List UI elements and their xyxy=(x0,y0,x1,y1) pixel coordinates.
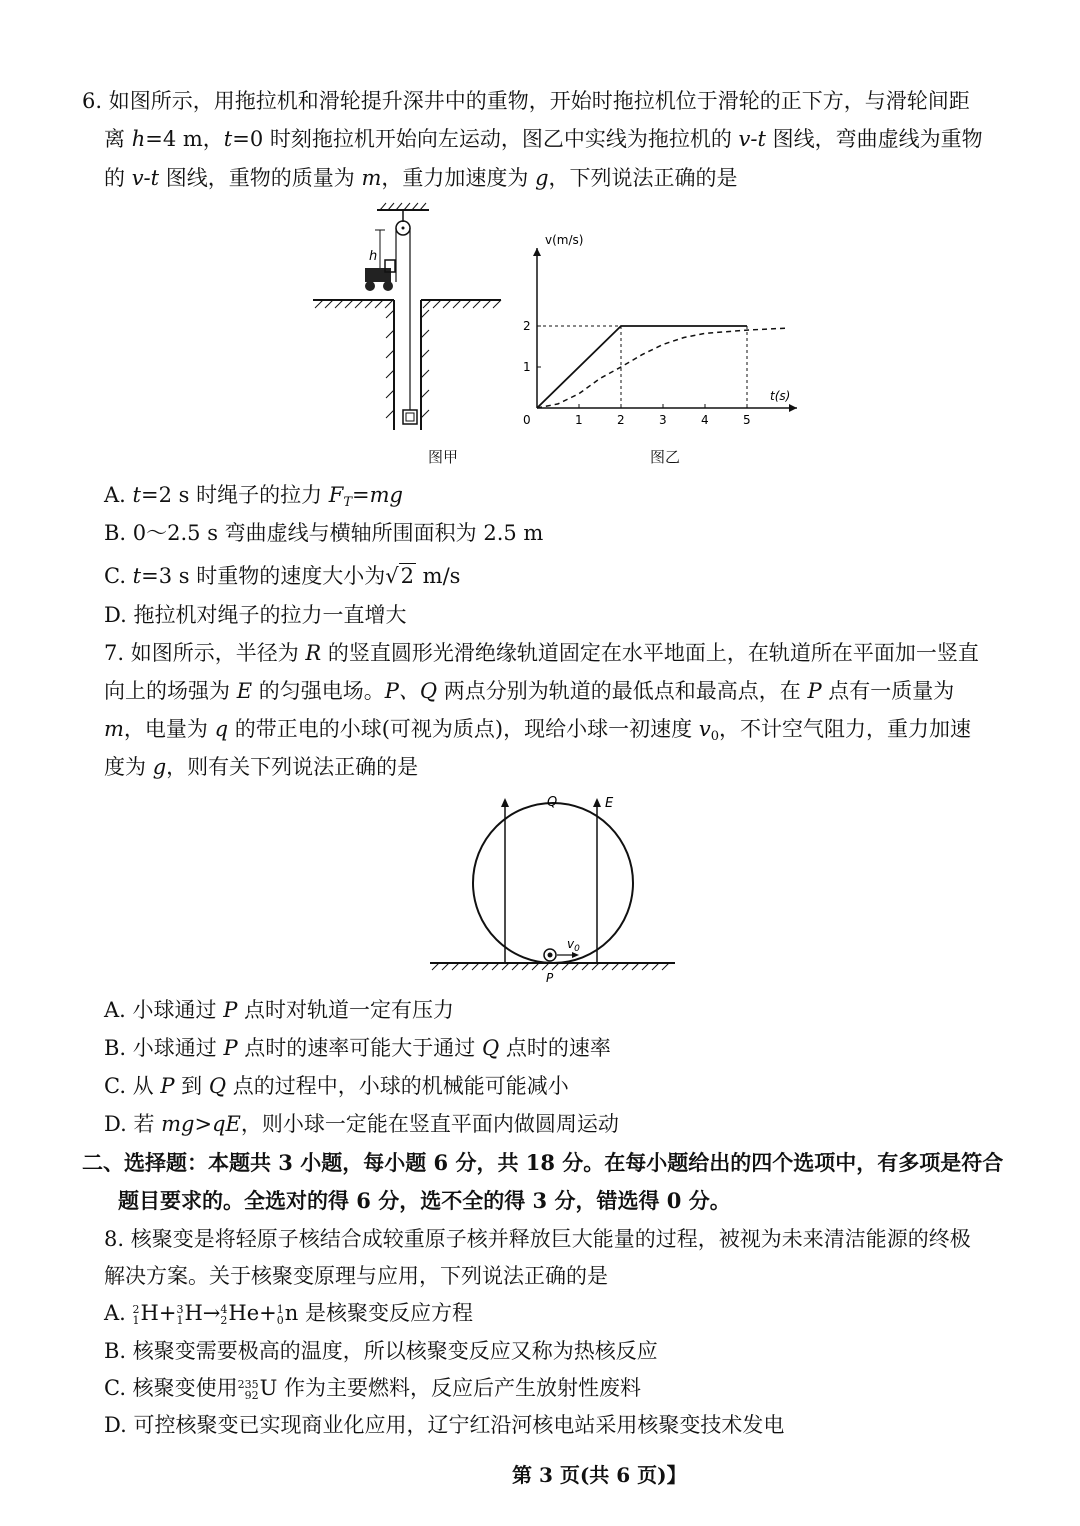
y-tick-label-1: 1 xyxy=(523,360,531,374)
q6-option-b: B. 0～2.5 s 弯曲虚线与横轴所围面积为 2.5 m xyxy=(104,521,544,545)
series-weight-curve xyxy=(537,328,789,408)
q6-figure-jia xyxy=(305,198,505,443)
q6-option-a: A. t=2 s 时绳子的拉力 $F_T=mg$ xyxy=(104,483,403,510)
q8-option-c: C. 核聚变使用 235 92 U 作为主要燃料，反应后产生放射性废料 xyxy=(104,1376,642,1402)
q6-option-c: C. t=3 s 时重物的速度大小为√2 m/s xyxy=(104,564,461,588)
fig2-caption: 图乙 xyxy=(650,448,681,466)
x-tick-label-4: 4 xyxy=(701,413,709,427)
fig1-h-label: h xyxy=(369,249,378,264)
x-tick-label-3: 3 xyxy=(659,413,667,427)
q8-option-a: A. 2 1 H+ 3 1 H→ 4 2 He+ 1 0 n 是核聚变反应方程 xyxy=(104,1301,473,1327)
q7-stem-line1: 7. 如图所示，半径为 R 的竖直圆形光滑绝缘轨道固定在水平地面上，在轨道所在平面加一竖直 xyxy=(104,641,979,665)
q6-stem-line1: 6. 如图所示，用拖拉机和滑轮提升深井中的重物，开始时拖拉机位于滑轮的正下方，与滑轮间距 xyxy=(82,89,970,113)
fig-q-label: Q xyxy=(547,795,558,810)
fig-p-label: P xyxy=(546,971,554,985)
q6-stem-line3: 的 v-t 图线，重物的质量为 m，重力加速度为 g，下列说法正确的是 xyxy=(104,166,738,190)
q6-vt-chart xyxy=(515,228,805,438)
x-tick-label-0: 0 xyxy=(523,413,531,427)
q8-stem-line2: 解决方案。关于核聚变原理与应用，下列说法正确的是 xyxy=(104,1264,608,1288)
q8-stem-line1: 8. 核聚变是将轻原子核结合成较重原子核并释放巨大能量的过程，被视为未来清洁能源的终极 xyxy=(104,1227,971,1251)
track-circle xyxy=(473,803,633,963)
weight-icon xyxy=(403,410,417,424)
q7-stem-line3: m，电量为 q 的带正电的小球(可视为质点)，现给小球一初速度 $v_0$，不计空气阻力，重力加速 xyxy=(104,717,971,744)
q7-option-d: D. 若 mg>qE，则小球一定能在竖直平面内做圆周运动 xyxy=(104,1112,619,1136)
page-footer: 第 3 页(共 6 页)】 xyxy=(512,1463,687,1487)
series-tractor-line xyxy=(537,326,747,408)
y-axis-label: v(m/s) xyxy=(545,233,584,247)
x-tick-label-1: 1 xyxy=(575,413,583,427)
q8-option-b: B. 核聚变需要极高的温度，所以核聚变反应又称为热核反应 xyxy=(104,1339,658,1363)
fig-e-label: E xyxy=(605,796,614,811)
x-tick-label-5: 5 xyxy=(743,413,751,427)
fig1-caption: 图甲 xyxy=(428,448,459,466)
q7-stem-line4: 度为 g，则有关下列说法正确的是 xyxy=(104,755,419,779)
q7-option-a: A. 小球通过 P 点时对轨道一定有压力 xyxy=(104,998,455,1022)
q7-stem-line2: 向上的场强为 E 的匀强电场。P、Q 两点分别为轨道的最低点和最高点，在 P 点有一质量为 xyxy=(104,679,955,703)
fig-v0-label: $v_0$ xyxy=(567,937,580,954)
section2-heading: 二、选择题：本题共 3 小题，每小题 6 分，共 18 分。在每小题给出的四个选项中，有多项是符合 xyxy=(82,1150,1004,1175)
q6-stem-line2: 离 h=4 m，t=0 时刻拖拉机开始向左运动，图乙中实线为拖拉机的 v-t 图线，弯曲虚线为重物 xyxy=(104,127,983,151)
section2-instructions: 题目要求的。全选对的得 6 分，选不全的得 3 分，错选得 0 分。 xyxy=(118,1188,731,1213)
y-tick-label-2: 2 xyxy=(523,319,531,333)
x-axis-label: t(s) xyxy=(770,389,791,403)
q7-option-b: B. 小球通过 P 点时的速率可能大于通过 Q 点时的速率 xyxy=(104,1036,611,1060)
q7-figure xyxy=(425,790,680,985)
q7-option-c: C. 从 P 到 Q 点的过程中，小球的机械能可能减小 xyxy=(104,1074,569,1098)
x-tick-label-2: 2 xyxy=(617,413,625,427)
q8-option-d: D. 可控核聚变已实现商业化应用，辽宁红沿河核电站采用核聚变技术发电 xyxy=(104,1413,785,1437)
q6-option-d: D. 拖拉机对绳子的拉力一直增大 xyxy=(104,603,407,627)
